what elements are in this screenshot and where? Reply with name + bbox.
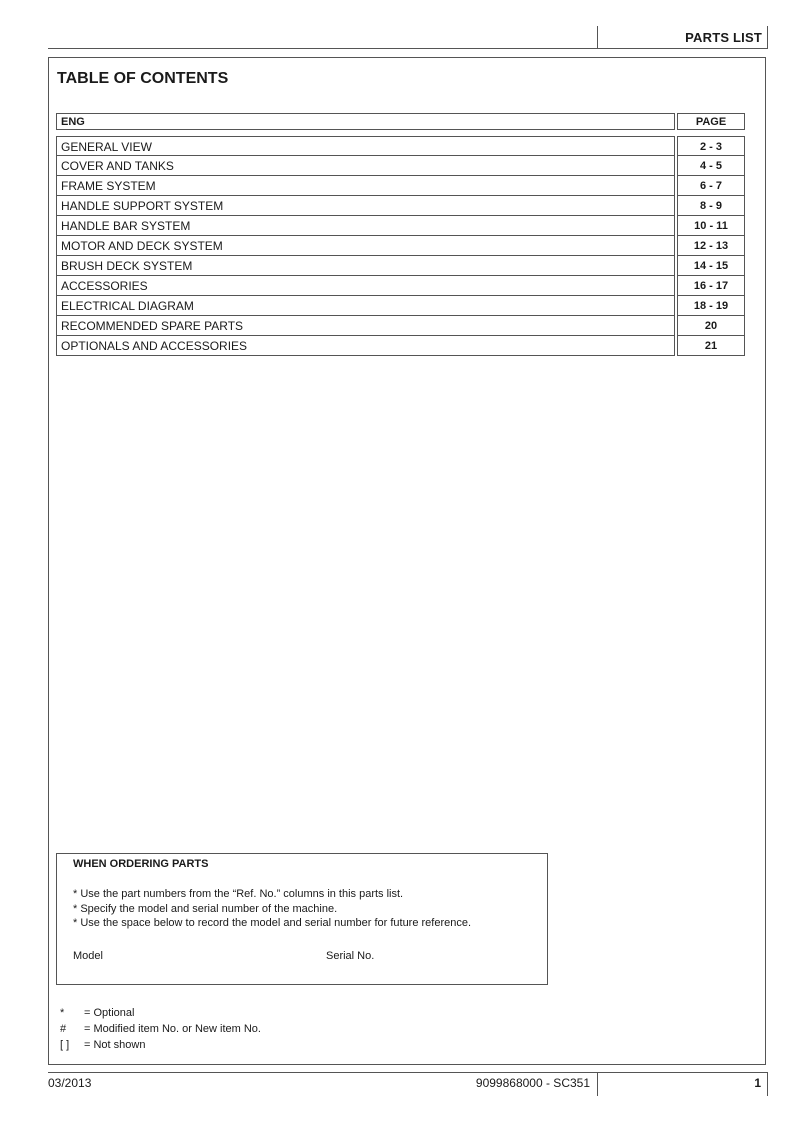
footer-date: 03/2013 (48, 1076, 92, 1090)
legend-item-modified (60, 1023, 261, 1035)
toc-row-name: HANDLE BAR SYSTEM (56, 216, 675, 236)
toc-row-name: ELECTRICAL DIAGRAM (56, 296, 675, 316)
toc-row[interactable] (56, 296, 745, 316)
legend-item-optional (60, 1007, 134, 1019)
toc-row-page: 6 - 7 (677, 176, 745, 196)
legend-symbol: * (60, 1007, 65, 1019)
toc-row-name: RECOMMENDED SPARE PARTS (56, 316, 675, 336)
header-divider-right (767, 26, 768, 49)
toc-row-page: 14 - 15 (677, 256, 745, 276)
header-rule (48, 48, 768, 49)
toc-row[interactable] (56, 136, 745, 156)
legend-symbol: # (60, 1023, 67, 1035)
legend-item-not-shown (60, 1039, 145, 1051)
ordering-line: * Use the space below to record the model and serial number for future reference. (73, 917, 472, 929)
toc-row-page: 20 (677, 316, 745, 336)
toc-header-page: PAGE (677, 113, 745, 130)
footer-rule (48, 1072, 768, 1073)
toc-row-page: 2 - 3 (677, 136, 745, 156)
toc-row-page: 18 - 19 (677, 296, 745, 316)
toc-row-page: 8 - 9 (677, 196, 745, 216)
toc-row[interactable] (56, 216, 745, 236)
toc-row-name: BRUSH DECK SYSTEM (56, 256, 675, 276)
legend-text: = Modified item No. or New item No. (84, 1023, 261, 1035)
toc-row[interactable] (56, 316, 745, 336)
model-label: Model (73, 950, 103, 962)
toc-table (56, 136, 745, 356)
toc-row[interactable] (56, 336, 745, 356)
footer-doc-code: 9099868000 - SC351 (475, 1076, 590, 1090)
footer-divider (597, 1072, 598, 1096)
toc-header-row (56, 113, 745, 130)
toc-row-page: 16 - 17 (677, 276, 745, 296)
toc-row-page: 10 - 11 (677, 216, 745, 236)
footer-divider-right (767, 1072, 768, 1096)
toc-row[interactable] (56, 196, 745, 216)
toc-header-name: ENG (56, 113, 675, 130)
toc-row-name: MOTOR AND DECK SYSTEM (56, 236, 675, 256)
toc-row[interactable] (56, 256, 745, 276)
legend-symbol: [ ] (60, 1039, 70, 1051)
ordering-title: WHEN ORDERING PARTS (73, 858, 209, 870)
footer-page-number: 1 (754, 1076, 761, 1090)
toc-row-name: GENERAL VIEW (56, 136, 675, 156)
toc-row[interactable] (56, 276, 745, 296)
header-divider (597, 26, 598, 49)
toc-row-page: 12 - 13 (677, 236, 745, 256)
toc-row[interactable] (56, 176, 745, 196)
ordering-line: * Specify the model and serial number of the machine. (73, 903, 338, 915)
toc-row[interactable] (56, 236, 745, 256)
toc-row-page: 4 - 5 (677, 156, 745, 176)
toc-row-name: ACCESSORIES (56, 276, 675, 296)
toc-row-name: COVER AND TANKS (56, 156, 675, 176)
legend-text: = Not shown (84, 1039, 146, 1051)
toc-title: TABLE OF CONTENTS (57, 70, 229, 87)
toc-row-page: 21 (677, 336, 745, 356)
header-title: PARTS LIST (685, 30, 762, 45)
ordering-line: * Use the part numbers from the “Ref. No.” columns in this parts list. (73, 888, 404, 900)
serial-label: Serial No. (326, 950, 375, 962)
toc-row-name: HANDLE SUPPORT SYSTEM (56, 196, 675, 216)
legend-text: = Optional (84, 1007, 135, 1019)
toc-row[interactable] (56, 156, 745, 176)
toc-row-name: FRAME SYSTEM (56, 176, 675, 196)
toc-row-name: OPTIONALS AND ACCESSORIES (56, 336, 675, 356)
